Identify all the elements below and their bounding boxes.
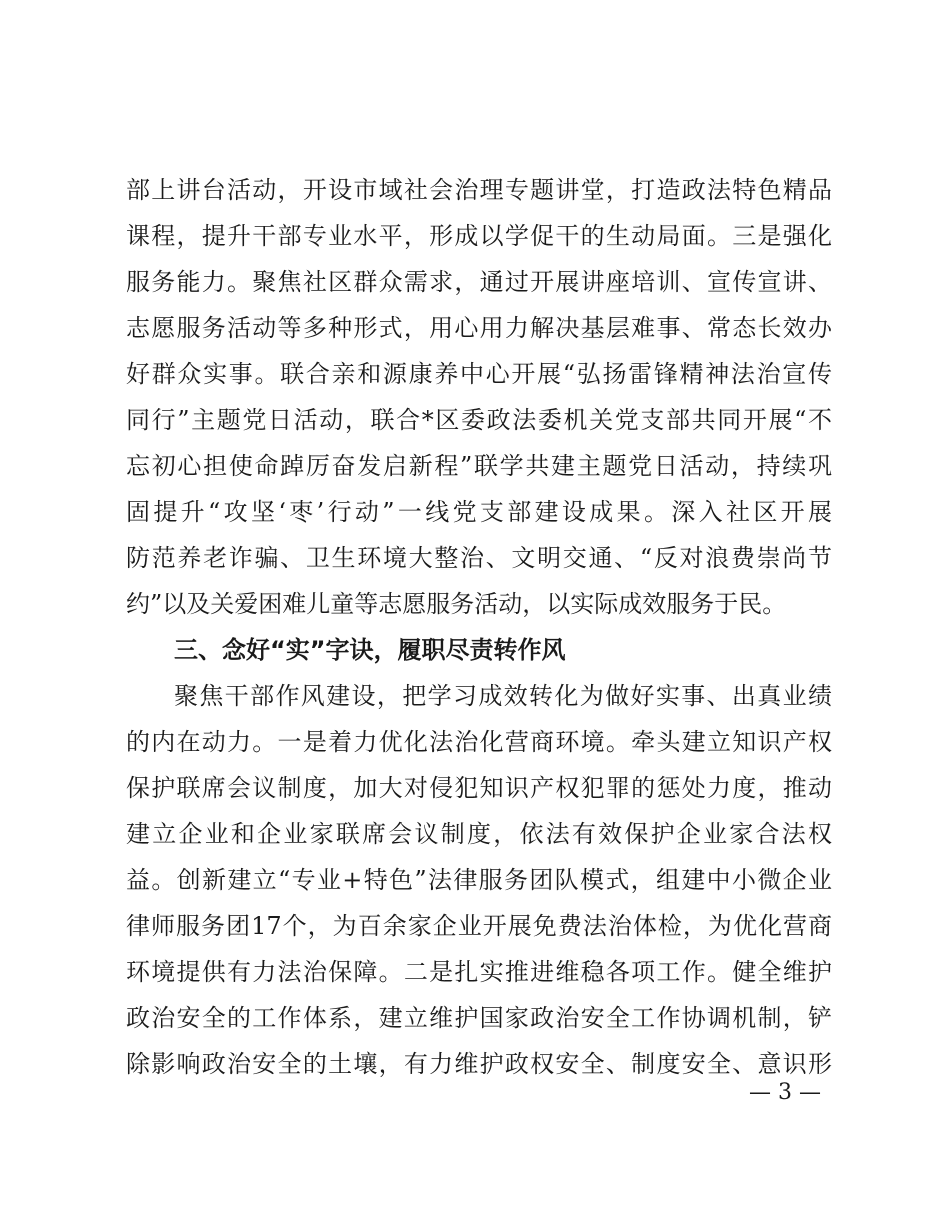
body-text-line: 忘初心担使命踔厉奋发启新程”联学共建主题党日活动，持续巩: [126, 452, 832, 480]
section-heading: 三、念好“实”字诀，履职尽责转作风: [174, 636, 566, 664]
body-text-line: 环境提供有力法治保障。二是扎实推进维稳各项工作。健全维护: [126, 958, 832, 986]
body-text-line: 课程，提升干部专业水平，形成以学促干的生动局面。三是强化: [126, 222, 832, 250]
body-text-line: 固提升“攻坚‘枣’行动”一线党支部建设成果。深入社区开展: [126, 498, 832, 526]
body-text-line: 约”以及关爱困难儿童等志愿服务活动，以实际成效服务于民。: [126, 590, 787, 618]
body-text-line: 聚焦干部作风建设，把学习成效转化为做好实事、出真业绩: [174, 682, 832, 710]
body-text-line: 除影响政治安全的土壤，有力维护政权安全、制度安全、意识形: [126, 1050, 832, 1078]
body-text-line: 服务能力。聚焦社区群众需求，通过开展讲座培训、宣传宣讲、: [126, 268, 832, 296]
body-text-line: 的内在动力。一是着力优化法治化营商环境。牵头建立知识产权: [126, 728, 832, 756]
body-text-line: 政治安全的工作体系，建立维护国家政治安全工作协调机制，铲: [126, 1004, 832, 1032]
body-text-line: 保护联席会议制度，加大对侵犯知识产权犯罪的惩处力度，推动: [126, 774, 832, 802]
body-text-line: 好群众实事。联合亲和源康养中心开展“弘扬雷锋精神法治宣传: [126, 360, 832, 388]
page-number: — 3 —: [749, 1080, 821, 1105]
body-text-line: 部上讲台活动，开设市域社会治理专题讲堂，打造政法特色精品: [126, 176, 832, 204]
body-text-line: 志愿服务活动等多种形式，用心用力解决基层难事、常态长效办: [126, 314, 832, 342]
body-text-line: 律师服务团17个，为百余家企业开展免费法治体检，为优化营商: [126, 912, 832, 940]
body-text-line: 建立企业和企业家联席会议制度，依法有效保护企业家合法权: [126, 820, 832, 848]
body-text-line: 同行”主题党日活动，联合*区委政法委机关党支部共同开展“不: [126, 406, 832, 434]
body-text-line: 防范养老诈骗、卫生环境大整治、文明交通、“反对浪费崇尚节: [126, 544, 832, 572]
body-text-line: 益。创新建立“专业+特色”法律服务团队模式，组建中小微企业: [126, 866, 832, 894]
